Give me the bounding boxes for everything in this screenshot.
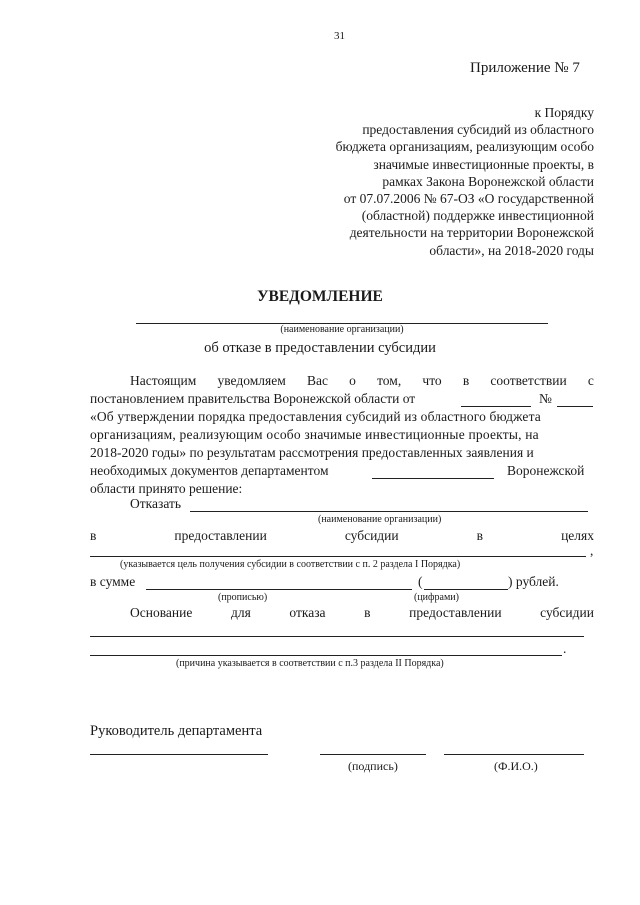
appendix-line: области», на 2018-2020 годы <box>429 242 594 258</box>
body-line-7: области принято решение: <box>90 481 243 496</box>
page-number: 31 <box>334 30 345 42</box>
body-word: том, <box>377 373 402 388</box>
sum-prefix: в сумме <box>90 574 136 589</box>
body-word: что <box>422 373 442 388</box>
signature-title: Руководитель департамента <box>90 723 263 739</box>
body-line-2: постановлением правительства Воронежской области от <box>90 391 416 406</box>
body-line-6b: Воронежской <box>507 463 585 478</box>
appendix-line: от 07.07.2006 № 67-ОЗ «О государственной <box>343 191 594 207</box>
body-word: Вас <box>306 373 328 388</box>
goal-blank[interactable] <box>90 556 586 557</box>
appendix-title: Приложение № 7 <box>470 60 580 76</box>
org-name-caption: (наименование организации) <box>280 324 404 335</box>
basis-word: предоставлении <box>409 605 502 620</box>
goal-end-comma: , <box>590 543 594 558</box>
sum-digits-blank[interactable] <box>424 589 508 590</box>
basis-word: Основание <box>130 605 193 620</box>
refuse-org-blank[interactable] <box>190 511 588 512</box>
refuse-label: Отказать <box>130 496 182 511</box>
refuse-word: предоставлении <box>174 528 267 543</box>
appendix-line: деятельности на территории Воронежской <box>349 225 594 241</box>
decree-number-blank[interactable] <box>557 406 593 407</box>
basis-blank-1[interactable] <box>90 636 584 637</box>
body-word: в <box>462 373 470 388</box>
refuse-word: субсидии <box>344 528 399 543</box>
body-line-3: «Об утверждении порядка предоставления субсидий из областного бюджета <box>90 409 541 424</box>
refuse-word: в <box>90 528 97 543</box>
body-word: с <box>587 373 594 388</box>
body-word: уведомляем <box>217 373 286 388</box>
appendix-line: предоставления субсидий из областного <box>362 122 594 138</box>
signature-sign-caption: (подпись) <box>348 759 398 773</box>
appendix-line: бюджета организациям, реализующим особо <box>335 139 594 155</box>
appendix-line: рамках Закона Воронежской области <box>382 173 594 189</box>
basis-word: субсидии <box>540 605 594 620</box>
body-word: Настоящим <box>130 373 197 388</box>
decree-date-blank[interactable] <box>461 406 531 407</box>
goal-caption: (указывается цель получения субсидии в соответствии с п. 2 раздела I Порядка) <box>120 559 461 570</box>
signature-name-caption: (Ф.И.О.) <box>494 759 538 773</box>
body-word: соответствии <box>490 373 567 388</box>
basis-line <box>130 605 594 621</box>
appendix-block <box>336 104 594 259</box>
body-line-1 <box>130 373 594 389</box>
refuse-word: в <box>476 528 484 543</box>
sum-digits-caption: (цифрами) <box>414 592 459 603</box>
body-word: о <box>349 373 356 388</box>
signature-sign-blank[interactable] <box>320 754 426 755</box>
basis-caption: (причина указывается в соответствии с п.3 раздела II Порядка) <box>176 658 444 669</box>
department-blank[interactable] <box>372 478 494 479</box>
document-subheading: об отказе в предоставлении субсидии <box>204 340 436 356</box>
basis-blank-2[interactable] <box>90 655 562 656</box>
sum-words-blank[interactable] <box>146 589 412 590</box>
refuse-org-caption: (наименование организации) <box>318 514 442 525</box>
sum-paren-open: ( <box>418 574 423 589</box>
sum-suffix: ) рублей. <box>508 574 559 589</box>
body-line-6a: необходимых документов департаментом <box>90 463 329 478</box>
basis-word: в <box>364 605 371 620</box>
refuse-word: целях <box>561 528 594 543</box>
appendix-line: к Порядку <box>534 105 594 120</box>
body-no-sign: № <box>539 391 552 406</box>
signature-name-blank[interactable] <box>444 754 584 755</box>
sum-words-caption: (прописью) <box>218 592 268 603</box>
body-line-5: 2018-2020 годы» по результатам рассмотрения предоставленных заявления и <box>90 445 534 460</box>
appendix-line: значимые инвестиционные проекты, в <box>373 156 594 172</box>
basis-end-dot: . <box>563 641 567 656</box>
appendix-line: (областной) поддержке инвестиционной <box>361 208 594 224</box>
document-heading: УВЕДОМЛЕНИЕ <box>257 288 383 305</box>
body-line-4: организациям, реализующим особо значимые инвестиционные проекты, на <box>90 427 539 442</box>
signature-org-blank[interactable] <box>90 754 268 755</box>
refuse-line-2 <box>90 528 594 544</box>
basis-word: отказа <box>289 605 326 620</box>
basis-word: для <box>230 605 251 620</box>
